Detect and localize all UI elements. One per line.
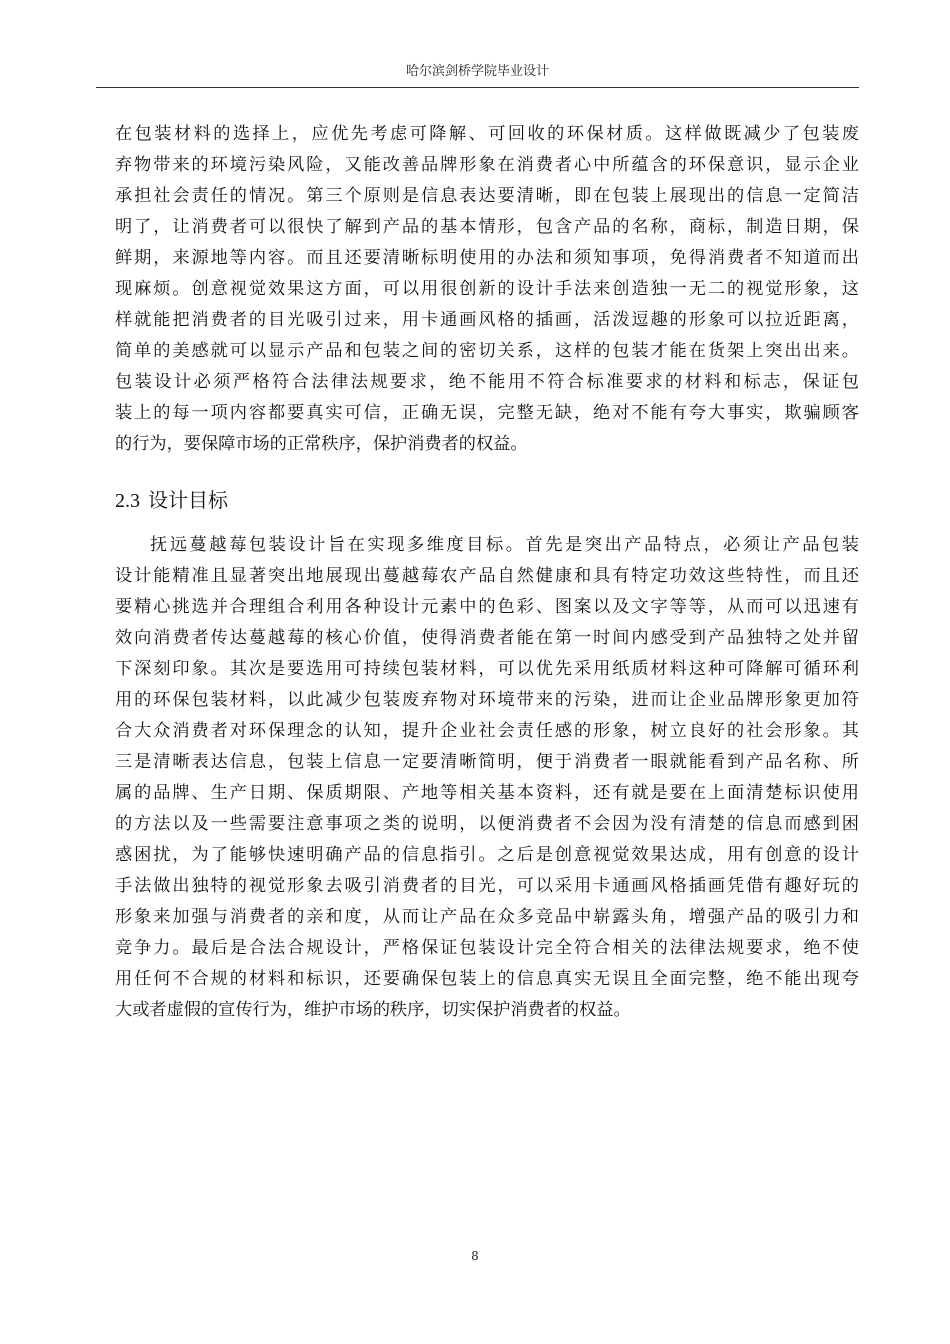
text-line: 在包装材料的选择上，应优先考虑可降解、可回收的环保材质。这样做既减少了包装废 — [115, 124, 859, 144]
text-line: 设计能精准且显著突出地展现出蔓越莓农产品自然健康和具有特定功效这些特性，而且还 — [115, 566, 859, 586]
section-heading — [115, 488, 228, 513]
text-line: 明了，让消费者可以很快了解到产品的基本情形，包含产品的名称，商标，制造日期，保 — [115, 217, 859, 237]
text-line: 要精心挑选并合理组合利用各种设计元素中的色彩、图案以及文字等等，从而可以迅速有 — [115, 597, 859, 617]
text-line: 下深刻印象。其次是要选用可持续包装材料，可以优先采用纸质材料这种可降解可循环利 — [115, 659, 859, 679]
text-line: 用的环保包装材料，以此减少包装废弃物对环境带来的污染，进而让企业品牌形象更加符 — [115, 690, 859, 710]
text-line: 现麻烦。创意视觉效果这方面，可以用很创新的设计手法来创造独一无二的视觉形象，这 — [115, 279, 859, 299]
text-line: 属的品牌、生产日期、保质期限、产地等相关基本资料，还有就是要在上面清楚标识使用 — [115, 783, 859, 803]
text-line: 鲜期，来源地等内容。而且还要清晰标明使用的办法和须知事项，免得消费者不知道而出 — [115, 248, 859, 268]
text-line: 简单的美感就可以显示产品和包装之间的密切关系，这样的包装才能在货架上突出出来。 — [115, 341, 859, 361]
text-line: 用任何不合规的材料和标识，还要确保包装上的信息真实无误且全面完整，绝不能出现夸 — [115, 969, 859, 989]
text-line: 三是清晰表达信息，包装上信息一定要清晰简明，便于消费者一眼就能看到产品名称、所 — [115, 752, 859, 772]
text-line: 抚远蔓越莓包装设计旨在实现多维度目标。首先是突出产品特点，必须让产品包装 — [150, 535, 859, 555]
text-line: 承担社会责任的情况。第三个原则是信息表达要清晰，即在包装上展现出的信息一定简洁 — [115, 186, 859, 206]
text-line: 效向消费者传达蔓越莓的核心价值，使得消费者能在第一时间内感受到产品独特之处并留 — [115, 628, 859, 648]
text-line: 的方法以及一些需要注意事项之类的说明，以便消费者不会因为没有清楚的信息而感到困 — [115, 814, 859, 834]
text-line: 装上的每一项内容都要真实可信，正确无误，完整无缺，绝对不能有夸大事实，欺骗顾客 — [115, 403, 859, 423]
text-line: 样就能把消费者的目光吸引过来，用卡通画风格的插画，活泼逗趣的形象可以拉近距离， — [115, 310, 859, 330]
text-line: 惑困扰，为了能够快速明确产品的信息指引。之后是创意视觉效果达成，用有创意的设计 — [115, 845, 859, 865]
text-line: 包装设计必须严格符合法律法规要求，绝不能用不符合标准要求的材料和标志，保证包 — [115, 372, 859, 392]
text-line: 竞争力。最后是合法合规设计，严格保证包装设计完全符合相关的法律法规要求，绝不使 — [115, 938, 859, 958]
text-line: 的行为，要保障市场的正常秩序，保护消费者的权益。 — [115, 434, 528, 454]
section-number: 2.3 — [115, 490, 140, 512]
page-number: 8 — [471, 1249, 479, 1263]
text-line: 形象来加强与消费者的亲和度，从而让产品在众多竞品中崭露头角，增强产品的吸引力和 — [115, 907, 859, 927]
text-line: 手法做出独特的视觉形象去吸引消费者的目光，可以采用卡通画风格插画凭借有趣好玩的 — [115, 876, 859, 896]
text-line: 弃物带来的环境污染风险，又能改善品牌形象在消费者心中所蕴含的环保意识，显示企业 — [115, 155, 859, 175]
section-title: 设计目标 — [148, 488, 228, 512]
text-line: 合大众消费者对环保理念的认知，提升企业社会责任感的形象，树立良好的社会形象。其 — [115, 721, 859, 741]
text-line: 大或者虚假的宣传行为，维护市场的秩序，切实保护消费者的权益。 — [115, 1000, 631, 1020]
header-title: 哈尔滨剑桥学院毕业设计 — [405, 64, 549, 79]
header-divider — [96, 87, 859, 88]
